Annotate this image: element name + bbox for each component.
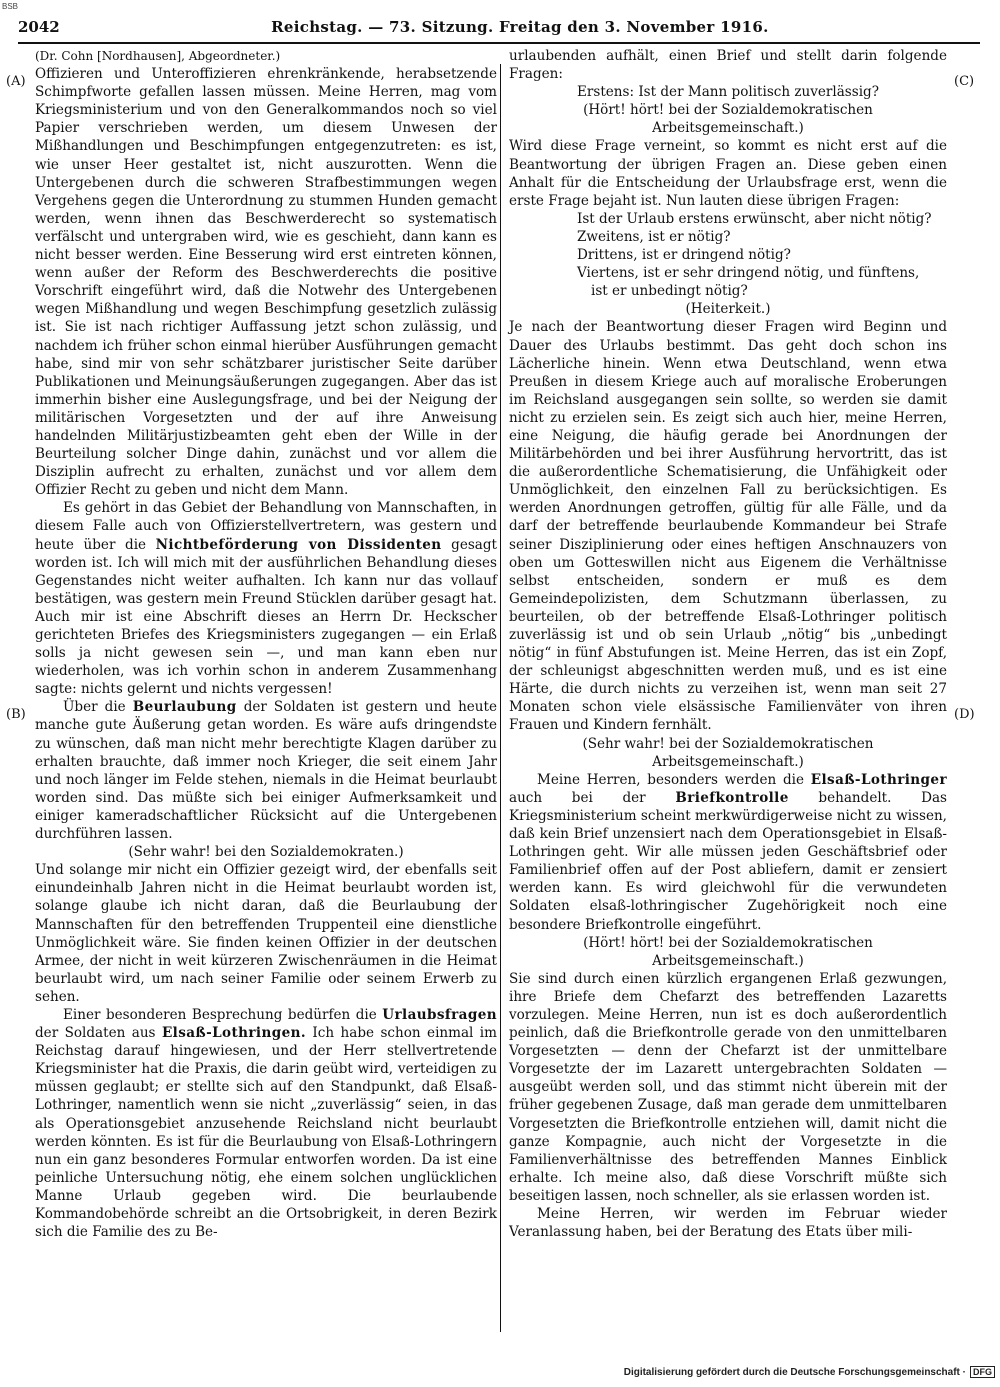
question: Ist der Urlaub erstens erwünscht, aber nicht nötig? xyxy=(577,210,932,227)
interjection: (Sehr wahr! bei den Sozialdemokraten.) xyxy=(128,844,404,861)
bold-term: Nichtbeförderung von Dissidenten xyxy=(155,536,442,553)
page-header xyxy=(18,14,980,40)
paragraph: Wird diese Frage verneint, so kommt es nicht erst auf die Beantwortung der übrigen Fragen an. Diese geben einen Anhalt für die Entscheidung der Urlaubsfrage erst, wenn die erste Frage bejaht ist. Nun lauten diese übrigen Fragen: xyxy=(509,138,947,209)
interjection: (Heiterkeit.) xyxy=(685,301,771,318)
footer-text: Digitalisierung gefördert durch die Deutsche Forschungsgemeinschaft · xyxy=(623,1367,966,1378)
question: Viertens, ist er sehr dringend nötig, und fünftens, ist er unbedingt nötig? xyxy=(577,265,920,300)
paragraph: Meine Herren, wir werden im Februar wieder Veranlassung haben, bei der Beratung des Etats über mili- xyxy=(509,1206,947,1241)
paragraph: Einer besonderen Besprechung bedürfen die Urlaubsfragen der Soldaten aus Elsaß-Lothringen. Ich habe schon einmal im Reichstag darauf hingewiesen, und der Herr stellvertretende Kriegsminister hat die Praxis, die darin geübt wird, verteidigen zu müssen geglaubt; er stellte sich auf den Standpunkt, daß Elsaß-Lothringer, namentlich wenn sie nicht „zuverlässig“ seien, in das als Operationsgebiet anzusehende Reichsland nicht beurlaubt werden könnten. Es ist für die Beurlaubung von Elsaß-Lothringern nun ein ganz besonderes Formular entworfen worden. Da ist eine peinliche Untersuchung nötig, ehe einem solchen unglücklichen Manne Urlaub gegeben wird. Die beurlaubende Kommandobehörde schreibt an die Ortsobrigkeit, in deren Bezirk sich die Familie des zu Be- xyxy=(35,1006,497,1241)
paragraph: Meine Herren, besonders werden die Elsaß-Lothringer auch bei der Briefkontrolle behandelt. Das Kriegsministerium scheint merkwürdigerweise nicht zu wissen, daß kein Brief unzensiert nach dem Operationsgebiet in Elsaß-Lothringen geht. Wir alle müssen jeden Geschäftsbrief oder Familienbrief offen auf der Post abliefern, damit er zensiert werden kann. Es wird gleichwohl für die verwundeten Soldaten elsaß-lothringischer Zugehörigkeit noch eine besondere Briefkontrolle eingeführt. xyxy=(509,771,947,933)
right-column xyxy=(509,47,947,1241)
interjection: (Hört! hört! bei der Sozialdemokratischen Arbeitsgemeinschaft.) xyxy=(583,934,873,969)
margin-marker-d: (D) xyxy=(954,707,975,722)
interjection: (Hört! hört! bei der Sozialdemokratischen Arbeitsgemeinschaft.) xyxy=(583,102,873,137)
paragraph: Offizieren und Unteroffizieren ehrenkränkende, herabsetzende Schimpfworte gefallen lassen müssen. Meine Herren, mag vom Kriegsministerium und von den Generalkommandos noch so viel Papier verschrieben werden, um diesem Unwesen der Mißhandlungen und Beschimpfungen entgegenzutreten: es ist, wie unser Heer gestaltet ist, nicht auszurotten. Wenn die Untergebenen durch die schweren Strafbestimmungen wegen Vergehens gegen die Unterordnung zu stummen Hunden gemacht werden, wenn ihnen das Beschwerderecht so systematisch verfälscht und untergraben wird, wie es geschieht, dann kann es nicht besser werden. Eine Besserung wird erst eintreten können, wenn außer der Reform des Beschwerderechts die positive Vorschrift eingeführt wird, daß die Notwehr des Untergebenen wegen Mißhandlung und wegen Beschimpfung gesetzlich zulässig ist. Sie ist nach richtiger Auffassung jetzt schon zulässig, und nachdem ich früher schon einmal hierüber Ausführungen gemacht habe, sind mir von sehr schätzbarer juristischer Seite darüber Publikationen und Meinungsäußerungen zugegangen. Aber das ist immerhin bisher eine Auslegungsfrage, und bei der Neigung der militärischen Vorgesetzten und der auf ihre Anweisung handelnden Militärjustizbeamten geht eben der Wille in der Beurteilung solcher Dinge dahin, zunächst und vor allem die Disziplin aufrecht zu erhalten, zunächst und vor allem dem Offizier Recht zu geben und nicht dem Mann. xyxy=(35,66,497,499)
paragraph: Sie sind durch einen kürzlich ergangenen Erlaß gezwungen, ihre Briefe dem Chefarzt des betreffenden Lazaretts vorzulegen. Meine Herren, nun ist es doch außerordentlich peinlich, daß die Briefkontrolle gerade von den unmittelbaren Vorgesetzten — denn der Chefarzt ist der unmittelbare Vorgesetzte der im Lazarett untergebrachten Soldaten — ausgeübt werden soll, und das stimmt nicht überein mit der früher gegebenen Zusage, daß man gerade dem unmittelbaren Vorgesetzten die Briefkontrolle entziehen will, damit nicht die ganze Kompagnie, auch nicht der Vorgesetzte in die Familienverhältnisse des betreffenden Mannes Einblick erhalte. Ich meine also, daß diese Vorschrift müßte sich beseitigen lassen, noch schneller, als sie erlassen worden ist. xyxy=(509,970,947,1204)
page-number: 2042 xyxy=(18,18,60,36)
question: Erstens: Ist der Mann politisch zuverlässig? xyxy=(577,84,879,101)
left-column xyxy=(35,47,497,1241)
question: Drittens, ist er dringend nötig? xyxy=(577,247,791,264)
interjection: (Sehr wahr! bei der Sozialdemokratischen Arbeitsgemeinschaft.) xyxy=(582,735,874,770)
bold-term: Beurlaubung xyxy=(132,699,237,716)
question: Zweitens, ist er nötig? xyxy=(577,228,731,245)
page-title: Reichstag. — 73. Sitzung. Freitag den 3. November 1916. xyxy=(271,18,769,36)
footer-credit xyxy=(600,1366,995,1378)
header-rule xyxy=(18,42,980,44)
paragraph: Und solange mir nicht ein Offizier gezeigt wird, der ebenfalls seit einundeinhalb Jahren nicht in die Heimat beurlaubt worden ist, solange glaube ich nicht daran, daß die Beurlaubung der Mannschaften für den betreffenden Truppenteil eine dienstliche Unmöglichkeit wäre. Sie finden keinen Offizier in der deutschen Armee, der nicht in weit kürzeren Zwischenräumen in die Heimat beurlaubt wird, um nach seiner Familie oder seinem Erwerb zu sehen. xyxy=(35,862,497,1005)
bold-term: Elsaß-Lothringen. xyxy=(161,1025,306,1042)
question-list xyxy=(509,210,947,300)
margin-marker-a: (A) xyxy=(6,74,26,89)
library-stamp: BSB xyxy=(2,2,19,11)
speaker-note: (Dr. Cohn [Nordhausen], Abgeordneter.) xyxy=(35,49,281,63)
bold-term: Elsaß-Lothringer xyxy=(810,771,947,788)
margin-marker-b: (B) xyxy=(6,707,26,722)
bold-term: Briefkontrolle xyxy=(675,789,789,806)
paragraph: Je nach der Beantwortung dieser Fragen wird Beginn und Dauer des Urlaubs bestimmt. Das geht doch schon ins Lächerliche hinein. Wenn etwa Deutschland, wenn etwa Preußen in diesem Kriege auch auf moralische Eroberungen im Reichsland ausgegangen sein sollte, so werden sie damit nicht zu erzielen sein. Es zeigt sich auch hier, meine Herren, eine Neigung, die häufig gerade bei Anordnungen der Militärbehörden und bei ihrer Ausführung hervortritt, das ist die außerordentliche Schematisierung, die Unfähigkeit oder Unmöglichkeit, den einzelnen Fall zu berücksichtigen. Es werden Anordnungen getroffen, gültig für alle Fälle, und da darf der betreffende beurlaubende Kommandeur bei Strafe seiner Disziplinierung oder eines heftigen Anschnauzers von oben um Gotteswillen nicht aus Eigenem die Verhältnisse selbst entscheiden, sondern er muß es dem Gemeindepolizisten, dem Schutzmann überlassen, zu beurteilen, ob der betreffende Elsaß-Lothringer politisch zuverlässig ist und ob sein Urlaub „nötig“ bis „unbedingt nötig“ in fünf Abstufungen ist. Meine Herren, das ist ein Zopf, der schleunigst abgeschnitten werden muß, und es ist eine Härte, die durch nichts zu verzeihen ist, wenn man seit 27 Monaten schon viele elsässische Familienväter von ihren Frauen und Kindern fernhält. xyxy=(509,319,947,734)
paragraph: Es gehört in das Gebiet der Behandlung von Mannschaften, in diesem Falle auch von Offizierstellvertretern, was gestern und heute über die Nichtbeförderung von Dissidenten gesagt worden ist. Ich will mich mit der ausführlichen Behandlung dieses Gegenstandes nicht weiter aufhalten. Ich kann nur das vollauf bestätigen, was gestern mein Freund Stücklen darüber gesagt hat. Auch mir ist eine Abschrift dieses an Herrn Dr. Heckscher gerichteten Briefes des Kriegsministers zugegangen — ein Erlaß solls ja nicht gewesen sein —, und man kann eben nur wiederholen, was ich vorhin schon in anderem Zusammenhang sagte: nichts gelernt und nichts vergessen! xyxy=(35,500,497,698)
margin-marker-c: (C) xyxy=(954,74,975,89)
paragraph: urlaubenden aufhält, einen Brief und stellt darin folgende Fragen: xyxy=(509,48,947,83)
bold-term: Urlaubsfragen xyxy=(382,1006,497,1023)
column-divider xyxy=(500,64,501,1332)
paragraph: Über die Beurlaubung der Soldaten ist gestern und heute manche gute Äußerung getan worden. Es wäre aufs dringendste zu wünschen, daß man nicht mehr berechtigte Klagen darüber zu erhalten brauchte, daß immer noch Krieger, die seit einem Jahr und noch länger im Felde stehen, niemals in die Heimat beurlaubt worden sind. Das müßte sich bei einiger Aufmerksamkeit und einiger kameradschaftlicher Rücksicht auf die Untergebenen durchführen lassen. xyxy=(35,699,497,843)
dfg-logo: DFG xyxy=(970,1366,995,1378)
